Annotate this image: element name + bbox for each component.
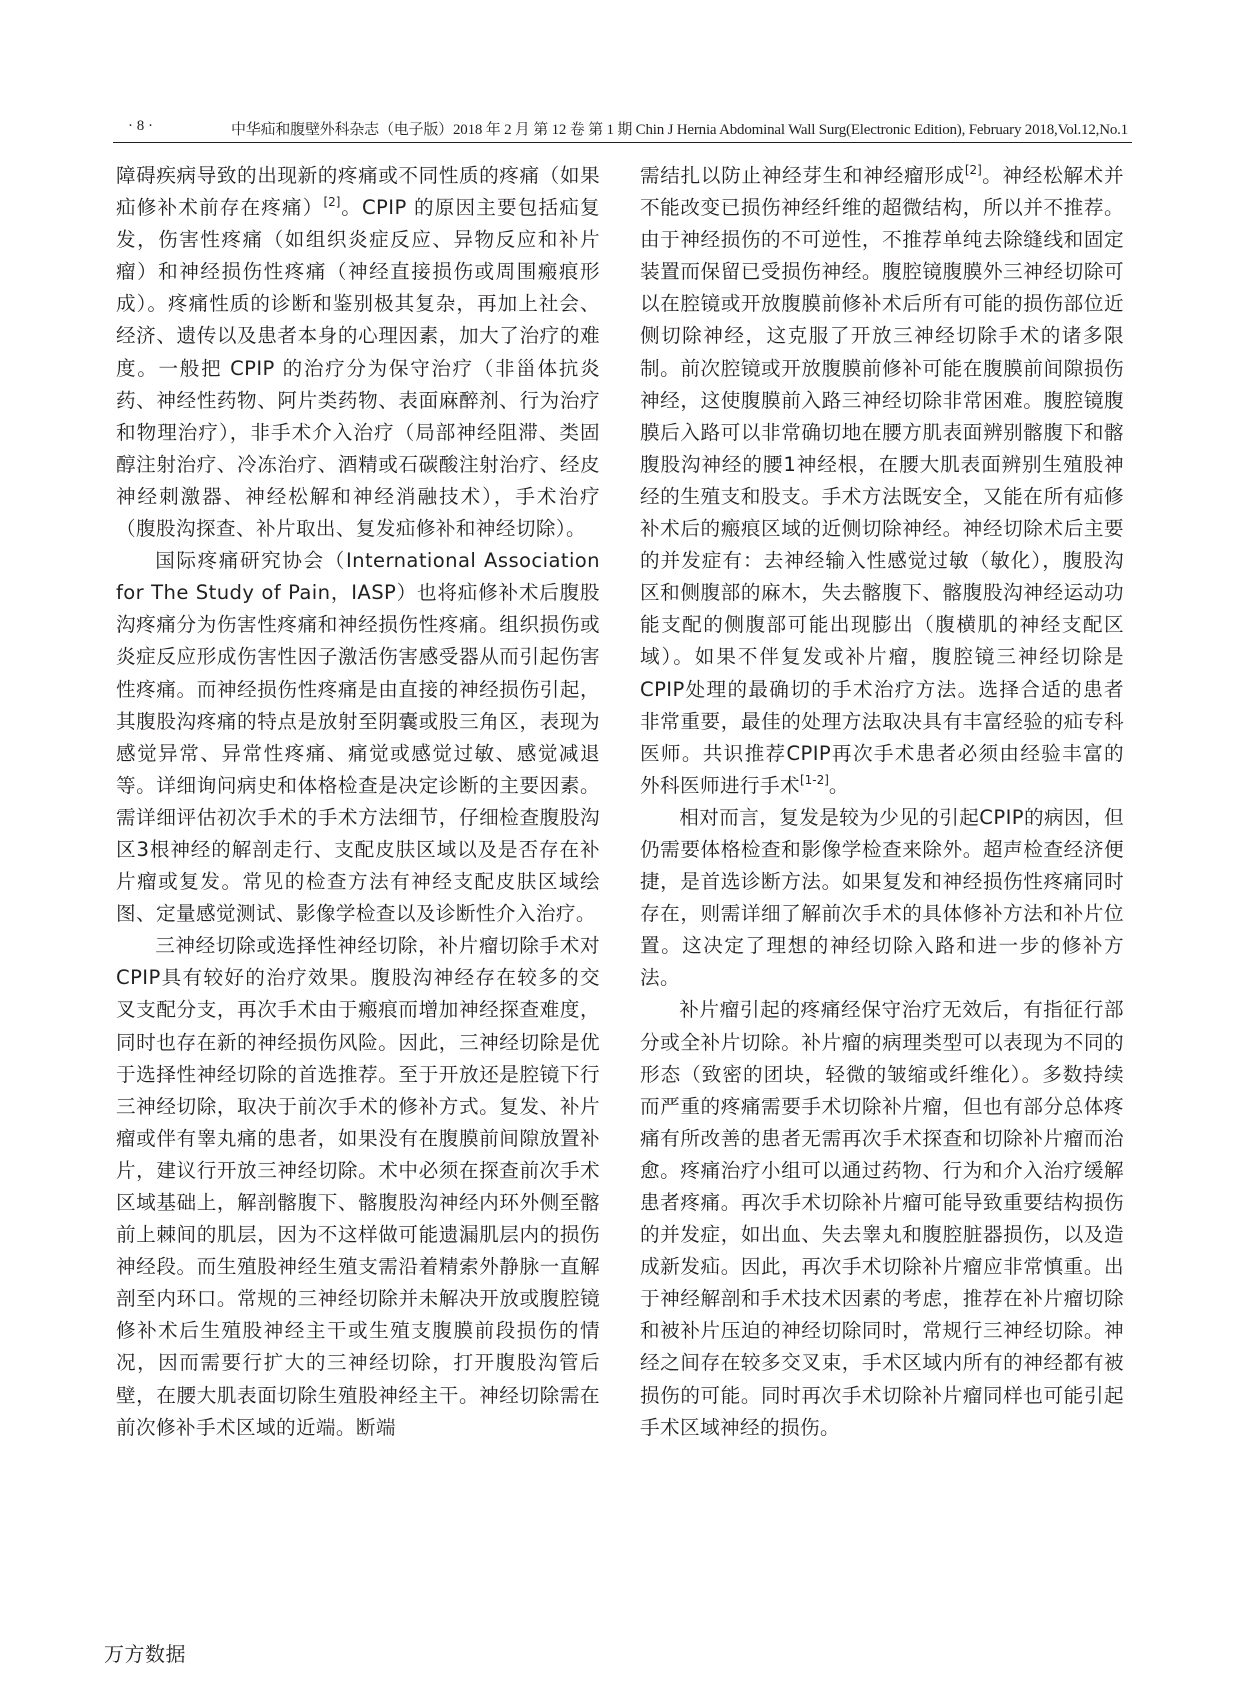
journal-citation-line: 中华疝和腹壁外科杂志（电子版）2018 年 2 月 第 12 卷 第 1 期 Chin J Hernia Abdominal Wall Surg(Electronic Edition), February 2018,Vol.12,No.1 (230, 122, 1128, 138)
paragraph: 相对而言，复发是较为少见的引起CPIP的病因，但仍需要体格检查和影像学检查来除外。超声检查经济便捷，是首选诊断方法。如果复发和神经损伤性疼痛同时存在，则需详细了解前次手术的具体修补方法和补片位置。这决定了理想的神经切除入路和进一步的修补方法。 (640, 805, 1124, 990)
paragraph: 障碍疾病导致的出现新的疼痛或不同性质的疼痛（如果疝修补术前存在疼痛）[2]。CPIP 的原因主要包括疝复发，伤害性疼痛（如组织炎症反应、异物反应和补片瘤）和神经损伤性疼痛（神经直接损伤或周围瘢痕形成）。疼痛性质的诊断和鉴别极其复杂，再加上社会、经济、遗传以及患者本身的心理因素，加大了治疗的难度。一般把 CPIP 的治疗分为保守治疗（非甾体抗炎药、神经性药物、阿片类药物、表面麻醉剂、行为治疗和物理治疗），非手术介入治疗（局部神经阻滞、类固醇注射治疗、冷冻治疗、酒精或石碳酸注射治疗、经皮神经刺激器、神经松解和神经消融技术），手术治疗（腹股沟探查、补片取出、复发疝修补和神经切除）。 (116, 164, 600, 541)
left-column (116, 160, 600, 1444)
running-header (128, 116, 1128, 142)
citation: [2] (323, 195, 341, 210)
paragraph: 国际疼痛研究协会（International Association for The Study of Pain，IASP）也将疝修补术后腹股沟疼痛分为伤害性疼痛和神经损伤性疼痛。组织损伤或炎症反应形成伤害性因子激活伤害感受器从而引起伤害性疼痛。而神经损伤性疼痛是由直接的神经损伤引起，其腹股沟疼痛的特点是放射至阴囊或股三角区，表现为感觉异常、异常性疼痛、痛觉或感觉过敏、感觉减退等。详细询问病史和体格检查是决定诊断的主要因素。需详细评估初次手术的手术方法细节，仔细检查腹股沟区3根神经的解剖走行、支配皮肤区域以及是否存在补片瘤或复发。常见的检查方法有神经支配皮肤区域绘图、定量感觉测试、影像学检查以及诊断性介入治疗。 (116, 549, 600, 926)
citation: [2] (964, 163, 982, 177)
header-rule (113, 142, 1132, 143)
right-column (640, 160, 1124, 1444)
paragraph: 补片瘤引起的疼痛经保守治疗无效后，有指征行部分或全补片切除。补片瘤的病理类型可以表现为不同的形态（致密的团块，轻微的皱缩或纤维化）。多数持续而严重的疼痛需要手术切除补片瘤，但也有部分总体疼痛有所改善的患者无需再次手术探查和切除补片瘤而治愈。疼痛治疗小组可以通过药物、行为和介入治疗缓解患者疼痛。再次手术切除补片瘤可能导致重要结构损伤的并发症，如出血、失去睾丸和腹腔脏器损伤，以及造成新发疝。因此，再次手术切除补片瘤应非常慎重。出于神经解剖和手术技术因素的考虑，推荐在补片瘤切除和被补片压迫的神经切除同时，常规行三神经切除。神经之间存在较多交叉束，手术区域内所有的神经都有被损伤的可能。同时再次手术切除补片瘤同样也可能引起手术区域神经的损伤。 (640, 998, 1124, 1439)
citation: [1-2] (799, 772, 829, 787)
page-number: · 8 · (128, 118, 153, 134)
paragraph: 需结扎以防止神经芽生和神经瘤形成[2]。神经松解术并不能改变已损伤神经纤维的超微结构，所以并不推荐。由于神经损伤的不可逆性，不推荐单纯去除缝线和固定装置而保留已受损伤神经。腹腔镜腹膜外三神经切除可以在腔镜或开放腹膜前修补术后所有可能的损伤部位近侧切除神经，这克服了开放三神经切除手术的诸多限制。前次腔镜或开放腹膜前修补可能在腹膜前间隙损伤神经，这使腹膜前入路三神经切除非常困难。腹腔镜腹膜后入路可以非常确切地在腰方肌表面辨别髂腹下和髂腹股沟神经的腰1神经根，在腰大肌表面辨别生殖股神经的生殖支和股支。手术方法既安全，又能在所有疝修补术后的瘢痕区域的近侧切除神经。神经切除术后主要的并发症有：去神经输入性感觉过敏（敏化），腹股沟区和侧腹部的麻木，失去髂腹下、髂腹股沟神经运动功能支配的侧腹部可能出现膨出（腹横肌的神经支配区域）。如果不伴复发或补片瘤，腹腔镜三神经切除是CPIP处理的最确切的手术治疗方法。选择合适的患者非常重要，最佳的处理方法取决具有丰富经验的疝专科医师。共识推荐CPIP再次手术患者必须由经验丰富的外科医师进行手术[1-2]。 (640, 163, 1124, 797)
paragraph: 三神经切除或选择性神经切除，补片瘤切除手术对CPIP具有较好的治疗效果。腹股沟神经存在较多的交叉支配分支，再次手术由于瘢痕而增加神经探查难度，同时也存在新的神经损伤风险。因此，三神经切除是优于选择性神经切除的首选推荐。至于开放还是腔镜下行三神经切除，取决于前次手术的修补方式。复发、补片瘤或伴有睾丸痛的患者，如果没有在腹膜前间隙放置补片，建议行开放三神经切除。术中必须在探查前次手术区域基础上，解剖髂腹下、髂腹股沟神经内环外侧至髂前上棘间的肌层，因为不这样做可能遗漏肌层内的损伤神经段。而生殖股神经生殖支需沿着精索外静脉一直解剖至内环口。常规的三神经切除并未解决开放或腹腔镜修补术后生殖股神经主干或生殖支腹膜前段损伤的情况，因而需要行扩大的三神经切除，打开腹股沟管后壁，在腰大肌表面切除生殖股神经主干。神经切除需在前次修补手术区域的近端。断端 (116, 934, 600, 1439)
source-watermark: 万方数据 (104, 1642, 186, 1666)
